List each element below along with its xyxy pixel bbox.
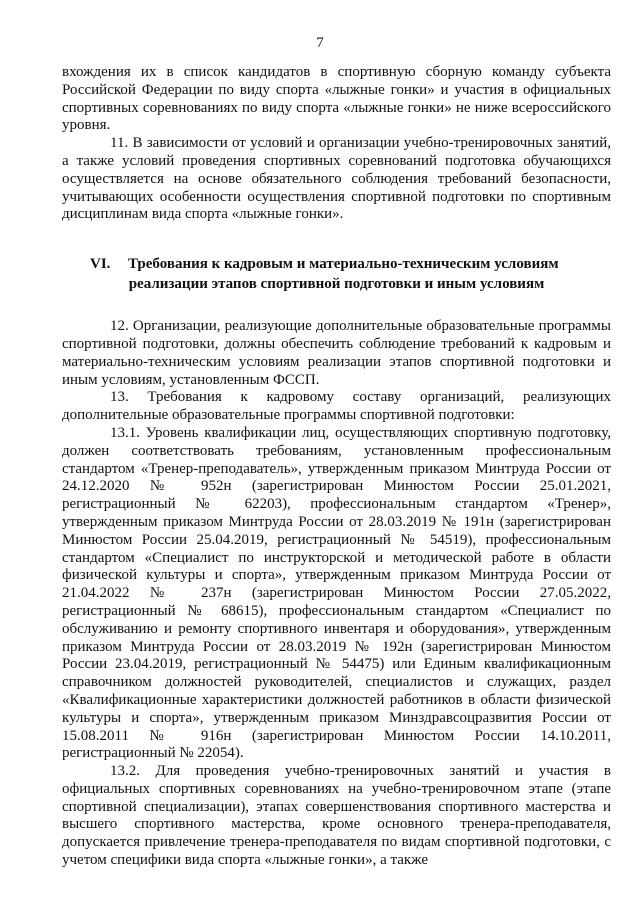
page-number: 7: [316, 35, 324, 51]
paragraph-13-1: 13.1. Уровень квалификации лиц, осуществляющих спортивную подготовку, должен соответствовать требованиям, установленным профессиональным стандартом «Тренер-преподаватель», утвержденным приказом Минтруда России от 24.12.2020 № 952н (зарегистрирован Минюстом России 25.01.2021, регистрационный № 62203), профессиональным стандартом «Тренер», утвержденным приказом Минтруда России от 28.03.2019 № 191н (зарегистрирован Минюстом России 25.04.2019, регистрационный № 54519), профессиональным стандартом «Специалист по инструкторской и методической работе в области физической культуры и спорта», утвержденным приказом Минтруда России от 21.04.2022 № 237н (зарегистрирован Минюстом России 27.05.2022, регистрационный № 68615), профессиональным стандартом «Специалист по обслуживанию и ремонту спортивного инвентаря и оборудования», утвержденным приказом Минтруда России от 28.03.2019 № 192н (зарегистрирован Минюстом России 23.04.2019, регистрационный № 54475) или Единым квалификационным справочником должностей руководителей, специалистов и служащих, раздел «Квалификационные характеристики должностей работников в области физической культуры и спорта», утвержденным приказом Минздравсоцразвития России от 15.08.2011 № 916н (зарегистрирован Минюстом России 14.10.2011, регистрационный № 22054).: [62, 424, 611, 762]
section-title-line-2: реализации этапов спортивной подготовки и иным условиям: [128, 275, 545, 292]
paragraph-13-2: 13.2. Для проведения учебно-тренировочных занятий и участия в официальных спортивных соревнованиях на учебно-тренировочном этапе (этапе спортивной специализации), этапах совершенствования спортивного мастерства и высшего спортивного мастерства, кроме основного тренера-преподавателя, допускается привлечение тренера-преподавателя по видам спортивной подготовки, с учетом специфики вида спорта «лыжные гонки», а также: [62, 763, 611, 869]
paragraph-continuation: вхождения их в список кандидатов в спортивную сборную команду субъекта Российской Федерации по виду спорта «лыжные гонки» и участия в официальных спортивных соревнованиях по виду спорта «лыжные гонки» не ниже всероссийского уровня.: [62, 64, 611, 134]
paragraph-12: 12. Организации, реализующие дополнительные образовательные программы спортивной подготовки, должны обеспечить соблюдение требований к кадровым и материально-техническим условиям реализации этапов спортивной подготовки и иным условиям, установленным ФССП.: [62, 318, 611, 388]
section-heading-line-1: [62, 255, 611, 275]
paragraph-11: 11. В зависимости от условий и организации учебно-тренировочных занятий, а также условий проведения спортивных соревнований подготовка обучающихся осуществляется на основе обязательного соблюдения требований безопасности, учитывающих особенности осуществления спортивной подготовки по спортивным дисциплинам вида спорта «лыжные гонки».: [62, 135, 611, 223]
section-heading: [62, 255, 611, 294]
paragraph-13: 13. Требования к кадровому составу организаций, реализующих дополнительные образовательные программы спортивной подготовки:: [62, 389, 611, 424]
document-body: [62, 64, 611, 870]
section-title-line-1: Требования к кадровым и материально-техническим условиям: [128, 256, 559, 273]
section-number: VI.: [90, 256, 111, 273]
